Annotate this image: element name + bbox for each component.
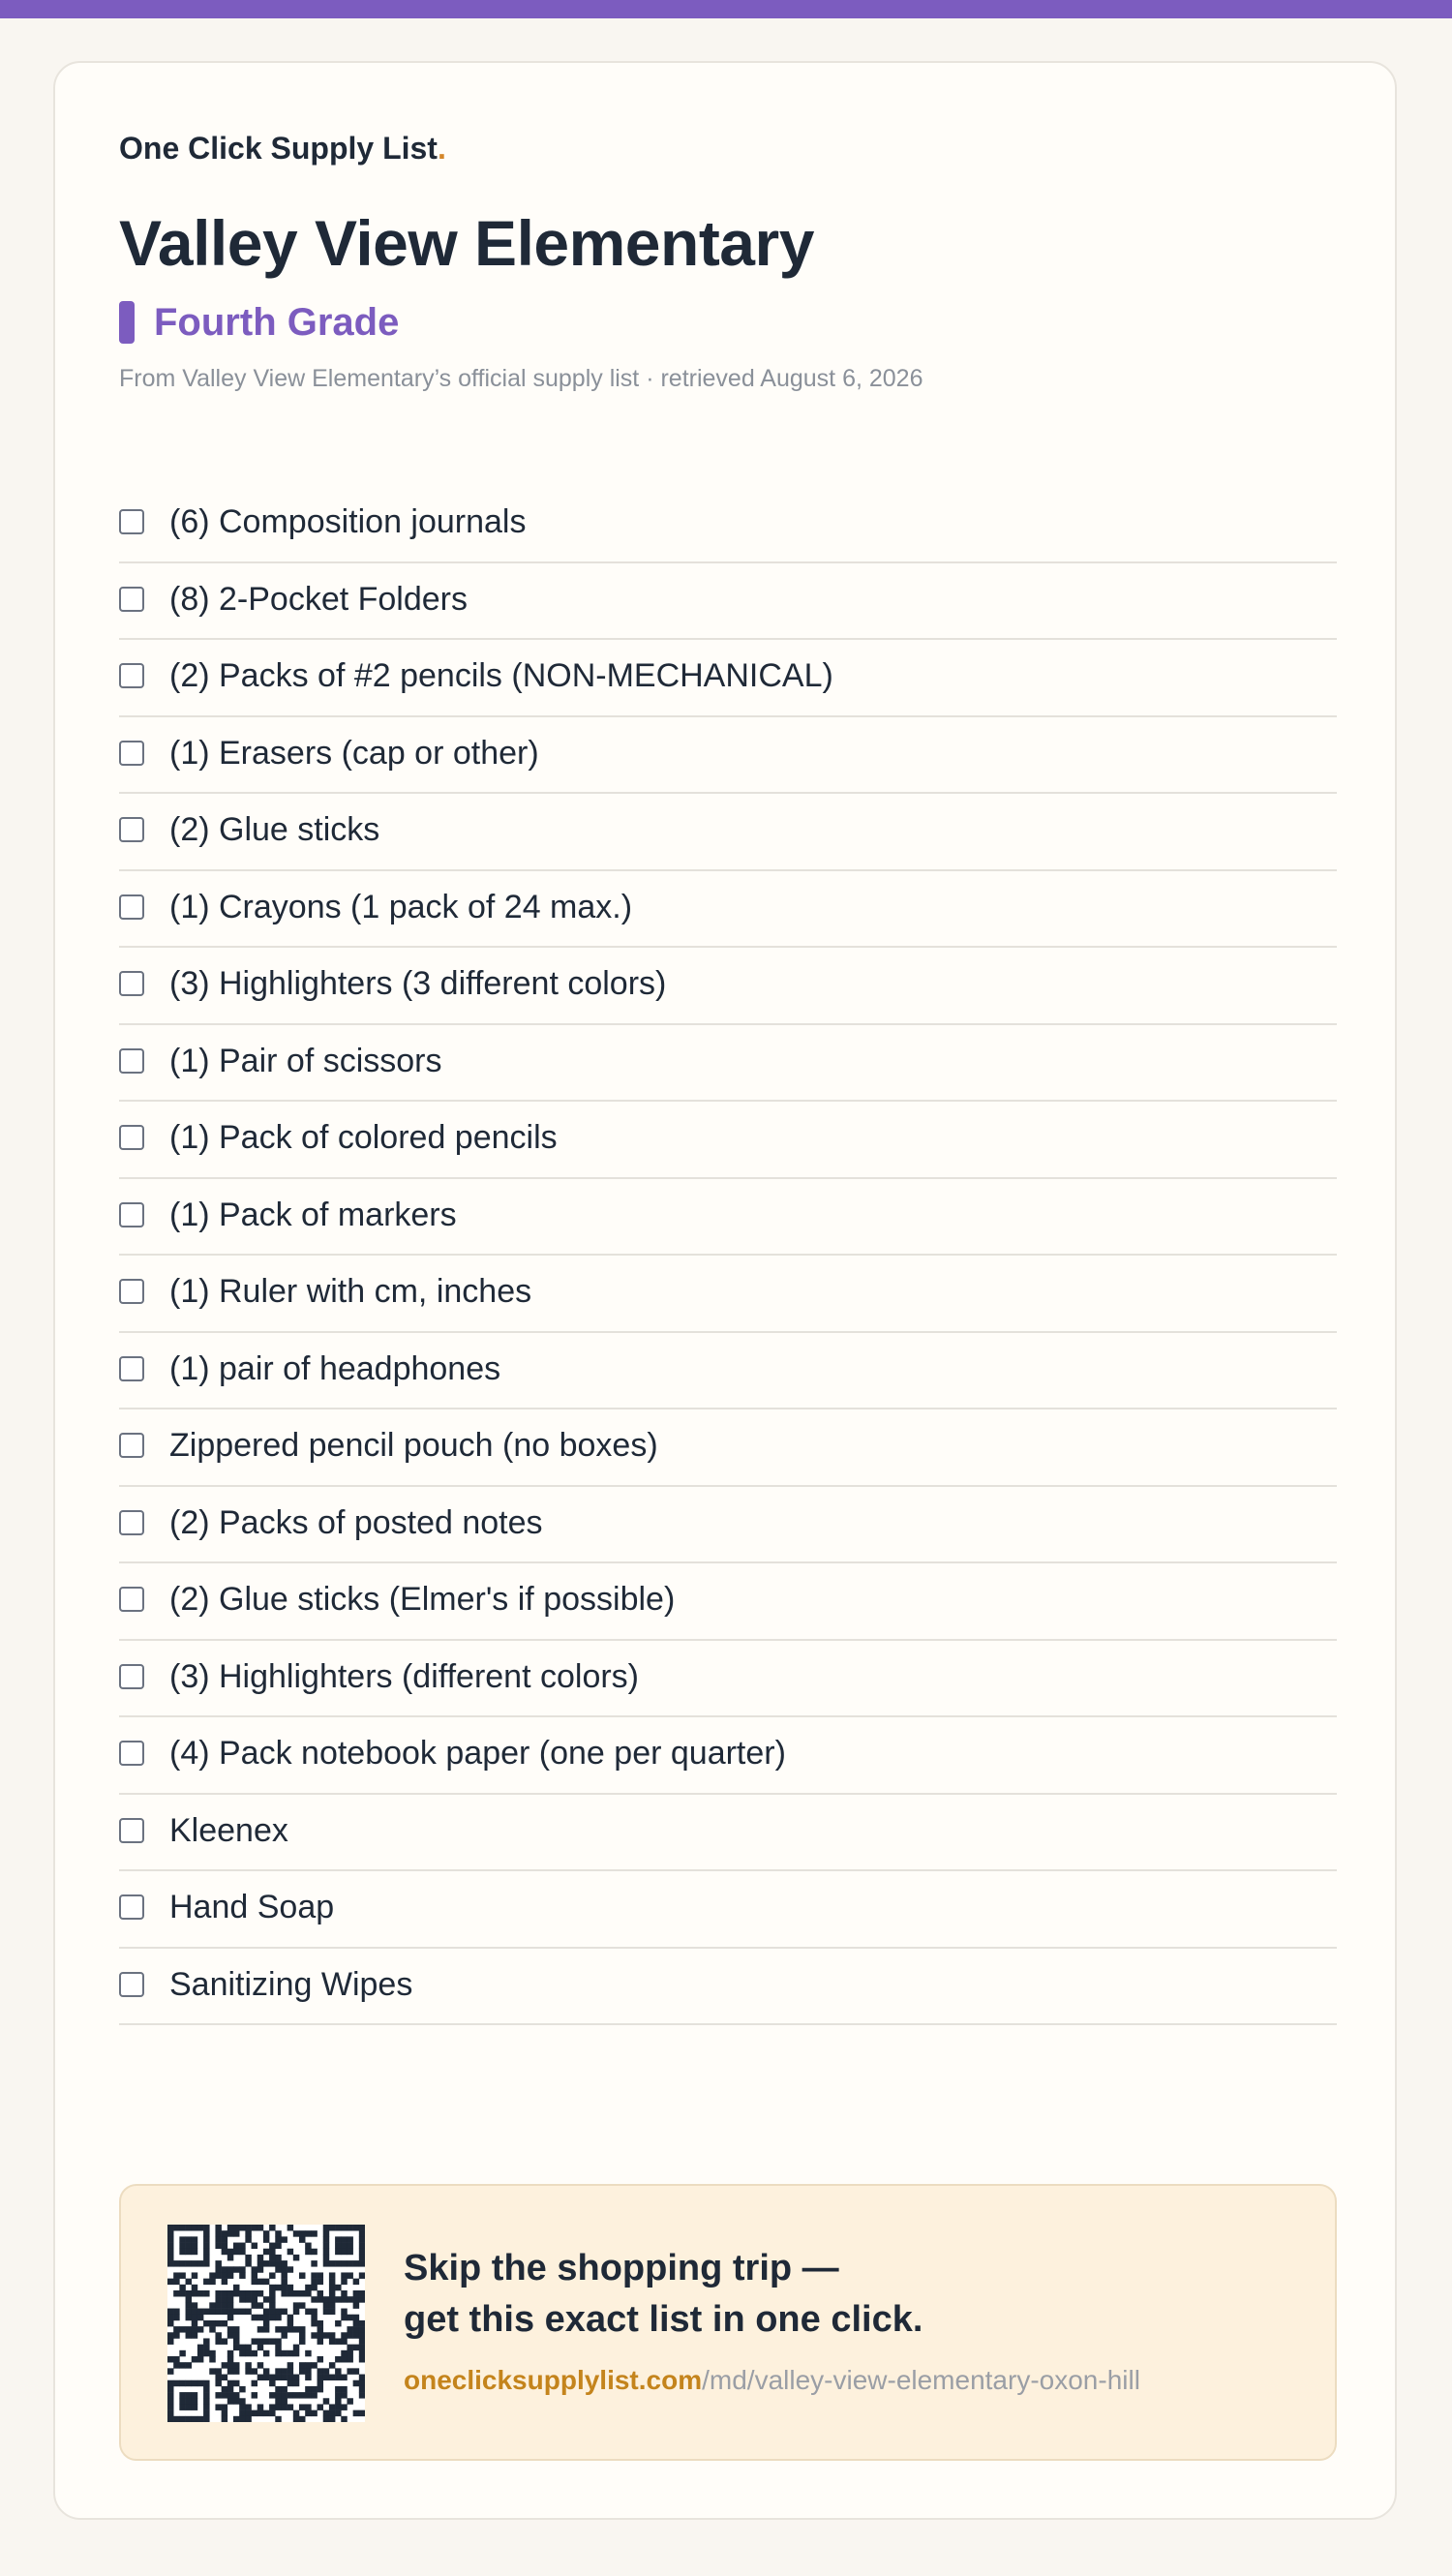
item-checkbox[interactable] — [119, 663, 144, 688]
item-checkbox[interactable] — [119, 1433, 144, 1458]
brand-logo[interactable] — [119, 131, 446, 167]
list-item — [119, 1256, 1337, 1333]
item-label: (1) Pair of scissors — [169, 1042, 442, 1079]
list-item — [119, 717, 1337, 795]
list-item — [119, 1333, 1337, 1410]
item-checkbox[interactable] — [119, 1048, 144, 1074]
brand-name: One Click Supply List — [119, 131, 438, 166]
item-checkbox[interactable] — [119, 1356, 144, 1381]
list-item — [119, 794, 1337, 871]
item-checkbox[interactable] — [119, 1972, 144, 1997]
cta-headline-line-2: get this exact list in one click. — [404, 2299, 923, 2340]
cta-link-domain: oneclicksupplylist.com — [404, 2365, 703, 2395]
item-label: (2) Glue sticks — [169, 811, 380, 848]
list-item — [119, 1717, 1337, 1795]
list-item — [119, 1102, 1337, 1179]
item-label: (3) Highlighters (3 different colors) — [169, 965, 667, 1002]
item-label: (2) Packs of #2 pencils (NON-MECHANICAL) — [169, 657, 833, 694]
item-label: (2) Glue sticks (Elmer's if possible) — [169, 1581, 676, 1618]
item-checkbox[interactable] — [119, 587, 144, 612]
school-name: Valley View Elementary — [119, 207, 814, 279]
item-label: Kleenex — [169, 1811, 288, 1849]
item-checkbox[interactable] — [119, 1818, 144, 1843]
item-label: Hand Soap — [169, 1889, 335, 1925]
item-label: (1) Crayons (1 pack of 24 max.) — [169, 888, 633, 925]
item-checkbox[interactable] — [119, 1125, 144, 1150]
list-item — [119, 1179, 1337, 1257]
item-label: Sanitizing Wipes — [169, 1965, 413, 2003]
qr-code-graphic — [167, 2225, 365, 2422]
list-item — [119, 1409, 1337, 1487]
list-item — [119, 948, 1337, 1025]
list-item — [119, 486, 1337, 563]
item-checkbox[interactable] — [119, 817, 144, 842]
item-checkbox[interactable] — [119, 1741, 144, 1766]
item-label: (1) Pack of colored pencils — [169, 1119, 558, 1156]
item-checkbox[interactable] — [119, 509, 144, 534]
item-label: (3) Highlighters (different colors) — [169, 1657, 639, 1695]
list-item — [119, 640, 1337, 717]
source-note: From Valley View Elementary’s official supply list · retrieved August 6, 2026 — [119, 365, 923, 392]
item-label: (1) Pack of markers — [169, 1196, 457, 1233]
supply-items-list — [119, 486, 1337, 2025]
cta-headline-line-1: Skip the shopping trip — — [404, 2248, 839, 2288]
item-label: Zippered pencil pouch (no boxes) — [169, 1427, 658, 1464]
list-item — [119, 1025, 1337, 1103]
item-checkbox[interactable] — [119, 1510, 144, 1535]
item-label: (1) Ruler with cm, inches — [169, 1273, 532, 1310]
supply-list-card — [53, 61, 1397, 2520]
top-accent-bar — [0, 0, 1452, 18]
item-checkbox[interactable] — [119, 1587, 144, 1612]
item-label: (4) Pack notebook paper (one per quarter) — [169, 1735, 786, 1772]
grade-heading — [119, 300, 399, 345]
item-label: (1) Erasers (cap or other) — [169, 734, 539, 772]
item-label: (2) Packs of posted notes — [169, 1503, 543, 1541]
item-checkbox[interactable] — [119, 1279, 144, 1304]
item-checkbox[interactable] — [119, 1894, 144, 1920]
item-label: (1) pair of headphones — [169, 1349, 501, 1387]
cta-link-path: /md/valley-view-elementary-oxon-hill — [702, 2365, 1140, 2395]
cta-link[interactable] — [404, 2365, 1140, 2396]
list-item — [119, 1487, 1337, 1564]
item-checkbox[interactable] — [119, 1202, 144, 1227]
list-item — [119, 1949, 1337, 2026]
list-item — [119, 1641, 1337, 1718]
grade-accent-bar — [119, 301, 135, 344]
grade-label: Fourth Grade — [154, 300, 400, 344]
list-item — [119, 1563, 1337, 1641]
cta-banner — [119, 2184, 1337, 2461]
item-checkbox[interactable] — [119, 894, 144, 920]
qr-code[interactable] — [167, 2225, 365, 2422]
list-item — [119, 871, 1337, 949]
list-item — [119, 1795, 1337, 1872]
list-item — [119, 1871, 1337, 1949]
item-checkbox[interactable] — [119, 741, 144, 766]
item-checkbox[interactable] — [119, 971, 144, 996]
item-label: (8) 2-Pocket Folders — [169, 580, 468, 618]
list-item — [119, 563, 1337, 641]
item-label: (6) Composition journals — [169, 503, 527, 540]
item-checkbox[interactable] — [119, 1664, 144, 1689]
brand-dot: . — [437, 131, 446, 166]
